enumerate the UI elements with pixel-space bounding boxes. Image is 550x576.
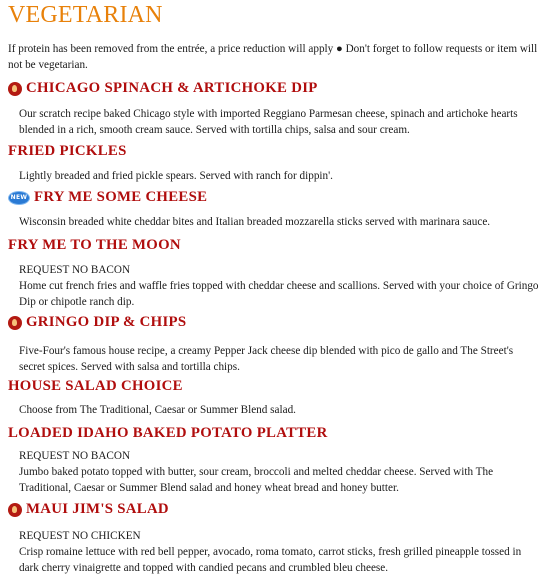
menu-item-name: FRY ME SOME CHEESE	[34, 189, 208, 205]
menu-item-text: Crisp romaine lettuce with red bell pepper, avocado, roma tomato, carrot sticks, fresh grilled pineapple tossed in dark cherry vinaigrette and topped with candied pecans and crumbled bleu cheese.	[19, 546, 522, 574]
menu-item-title	[8, 314, 186, 331]
menu-item-name: MAUI JIM'S SALAD	[26, 501, 169, 517]
menu-item-description	[19, 262, 539, 310]
menu-item-name: CHICAGO SPINACH & ARTICHOKE DIP	[26, 80, 318, 96]
section-title: VEGETARIAN	[8, 2, 163, 28]
menu-item-request: REQUEST NO BACON	[19, 450, 131, 462]
menu-item-title	[8, 80, 318, 97]
menu-item-request: REQUEST NO BACON	[19, 264, 131, 276]
menu-item-description: Our scratch recipe baked Chicago style with imported Reggiano Parmesan cheese, spinach and artichoke hearts blended in a rich, smooth cream sauce. Served with tortilla chips, salsa and sour cream.	[19, 108, 518, 136]
menu-item-text: Jumbo baked potato topped with butter, sour cream, broccoli and melted cheddar cheese. Served with The Traditional, Caesar or Summer Blend salad and honey wheat bread and honey butter.	[19, 466, 494, 494]
chili-badge-icon	[8, 503, 22, 517]
menu-item-name: HOUSE SALAD CHOICE	[8, 378, 183, 394]
menu-item-description	[19, 528, 539, 576]
menu-item-name: GRINGO DIP & CHIPS	[26, 314, 187, 330]
menu-item-description: Lightly breaded and fried pickle spears. Served with ranch for dippin'.	[19, 170, 333, 182]
menu-item-name: LOADED IDAHO BAKED POTATO PLATTER	[8, 425, 328, 441]
menu-item-description: Wisconsin breaded white cheddar bites and Italian breaded mozzarella sticks served with marinara sauce.	[19, 216, 491, 228]
menu-item-name: FRY ME TO THE MOON	[8, 237, 181, 253]
menu-item-request: REQUEST NO CHICKEN	[19, 530, 141, 542]
menu-item-title	[8, 378, 183, 395]
menu-item-title	[8, 143, 127, 160]
new-badge-icon: NEW	[8, 191, 30, 205]
chili-badge-icon	[8, 82, 22, 96]
menu-item-title	[8, 501, 169, 518]
menu-item-description: Five-Four's famous house recipe, a creamy Pepper Jack cheese dip blended with pico de gallo and The Street's secret spices. Served with salsa and tortilla chips.	[19, 345, 514, 373]
menu-item-title	[8, 425, 328, 442]
menu-item-description: Choose from The Traditional, Caesar or Summer Blend salad.	[19, 404, 296, 416]
intro-note: If protein has been removed from the entrée, a price reduction will apply ● Don't forget to follow requests or item will not be vegetarian.	[8, 43, 538, 71]
menu-item-text: Home cut french fries and waffle fries topped with cheddar cheese and scallions. Served with your choice of Gringo Dip or chipotle ranch dip.	[19, 280, 539, 308]
menu-item-description	[19, 448, 539, 496]
menu-item-name: FRIED PICKLES	[8, 143, 127, 159]
menu-item-title	[8, 189, 207, 206]
chili-badge-icon	[8, 316, 22, 330]
menu-item-title	[8, 237, 181, 254]
